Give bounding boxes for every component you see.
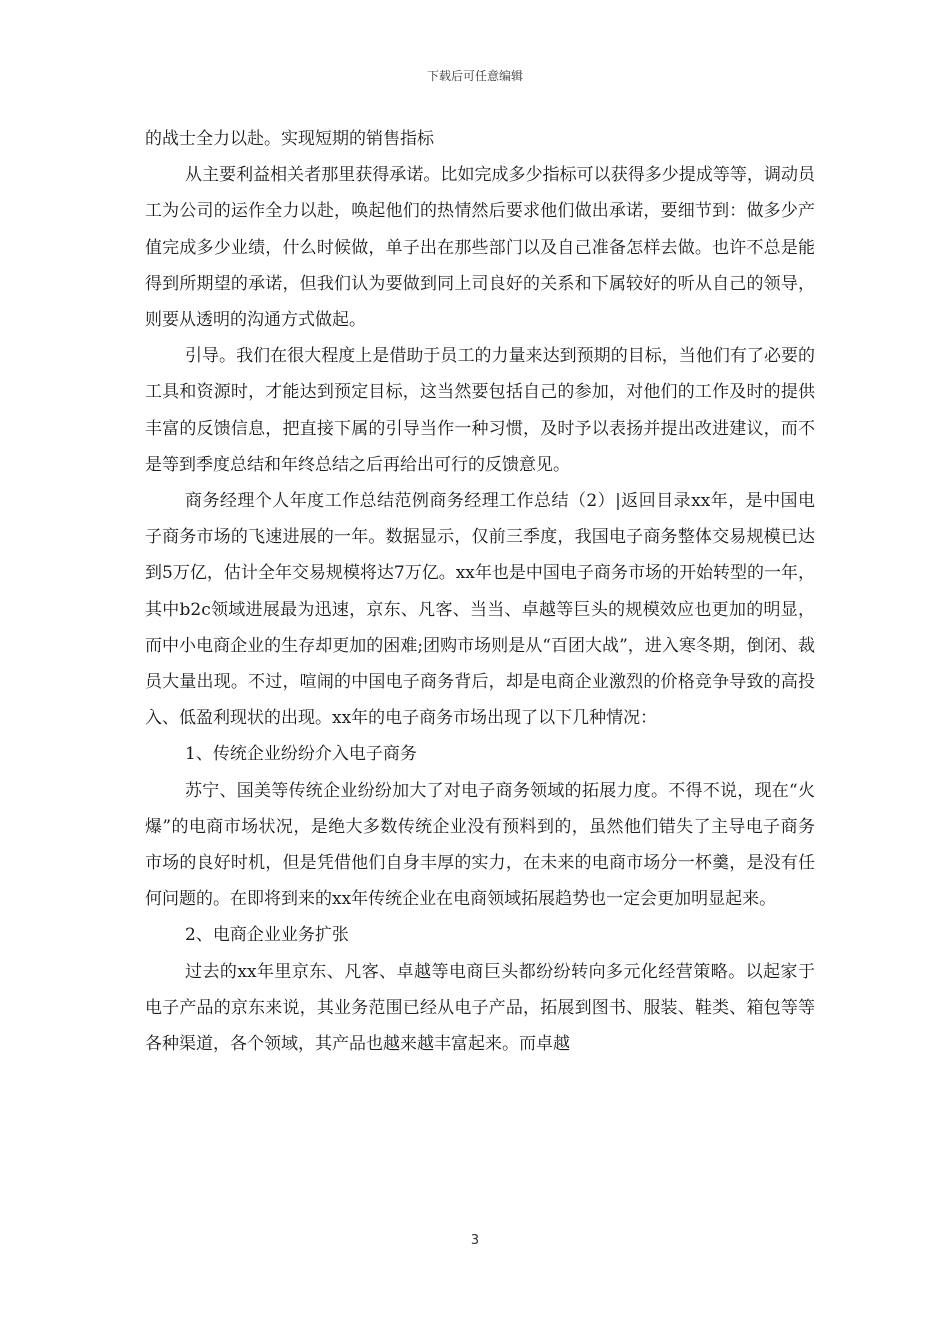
paragraph-6: 过去的xx年里京东、凡客、卓越等电商巨头都纷纷转向多元化经营策略。以起家于电子产品的京东来说，其业务范围已经从电子产品，拓展到图书、服装、鞋类、箱包等等各种渠道，各个领域，其产品也越来越丰富起来。而卓越 [145,961,815,1055]
page-number: 3 [470,1233,480,1248]
section-heading-2: 2、电商企业业务扩张 [185,925,349,946]
paragraph-1: 的战士全力以赴。实现短期的销售指标 [145,129,434,149]
paragraph-2: 从主要利益相关者那里获得承诺。比如完成多少指标可以获得多少提成等等，调动员工为公司的运作全力以赴，唤起他们的热情然后要求他们做出承诺，要细节到：做多少产值完成多少业绩，什么时候做，单子出在那些部门以及自己准备怎样去做。也许不总是能得到所期望的承诺，但我们认为要做到同上司良好的关系和下属较好的听从自己的领导，则要从透明的沟通方式做起。 [145,165,815,331]
paragraph-5: 苏宁、国美等传统企业纷纷加大了对电子商务领域的拓展力度。不得不说，现在“火爆”的电商市场状况，是绝大多数传统企业没有预料到的，虽然他们错失了主导电子商务市场的良好时机，但是凭借他们自身丰厚的实力，在未来的电商市场分一杯羹，是没有任何问题的。在即将到来的xx年传统企业在电商领域拓展趋势也一定会更加明显起来。 [145,780,815,910]
paragraph-4: 商务经理个人年度工作总结范例商务经理工作总结（2）|返回目录xx年，是中国电子商务市场的飞速进展的一年。数据显示，仅前三季度，我国电子商务整体交易规模已达到5万亿，估计全年交易规模将达7万亿。xx年也是中国电子商务市场的开始转型的一年，其中b2c领域进展最为迅速，京东、凡客、当当、卓越等巨头的规模效应也更加的明显，而中小电商企业的生存却更加的困难;团购市场则是从“百团大战”，进入寒冬期，倒闭、裁员大量出现。不过，喧闹的中国电子商务背后，却是电商企业激烈的价格竞争导致的高投入、低盈利现状的出现。xx年的电子商务市场出现了以下几种情况： [145,491,815,729]
document-body [145,121,815,1062]
page-header: 下载后可任意编辑 [426,69,523,83]
paragraph-3: 引导。我们在很大程度上是借助于员工的力量来达到预期的目标，当他们有了必要的工具和资源时，才能达到预定目标，这当然要包括自己的参加，对他们的工作及时的提供丰富的反馈信息，把直接下属的引导当作一种习惯，及时予以表扬并提出改进建议，而不是等到季度总结和年终总结之后再给出可行的反馈意见。 [145,346,815,475]
section-heading-1: 1、传统企业纷纷介入电子商务 [185,744,417,765]
